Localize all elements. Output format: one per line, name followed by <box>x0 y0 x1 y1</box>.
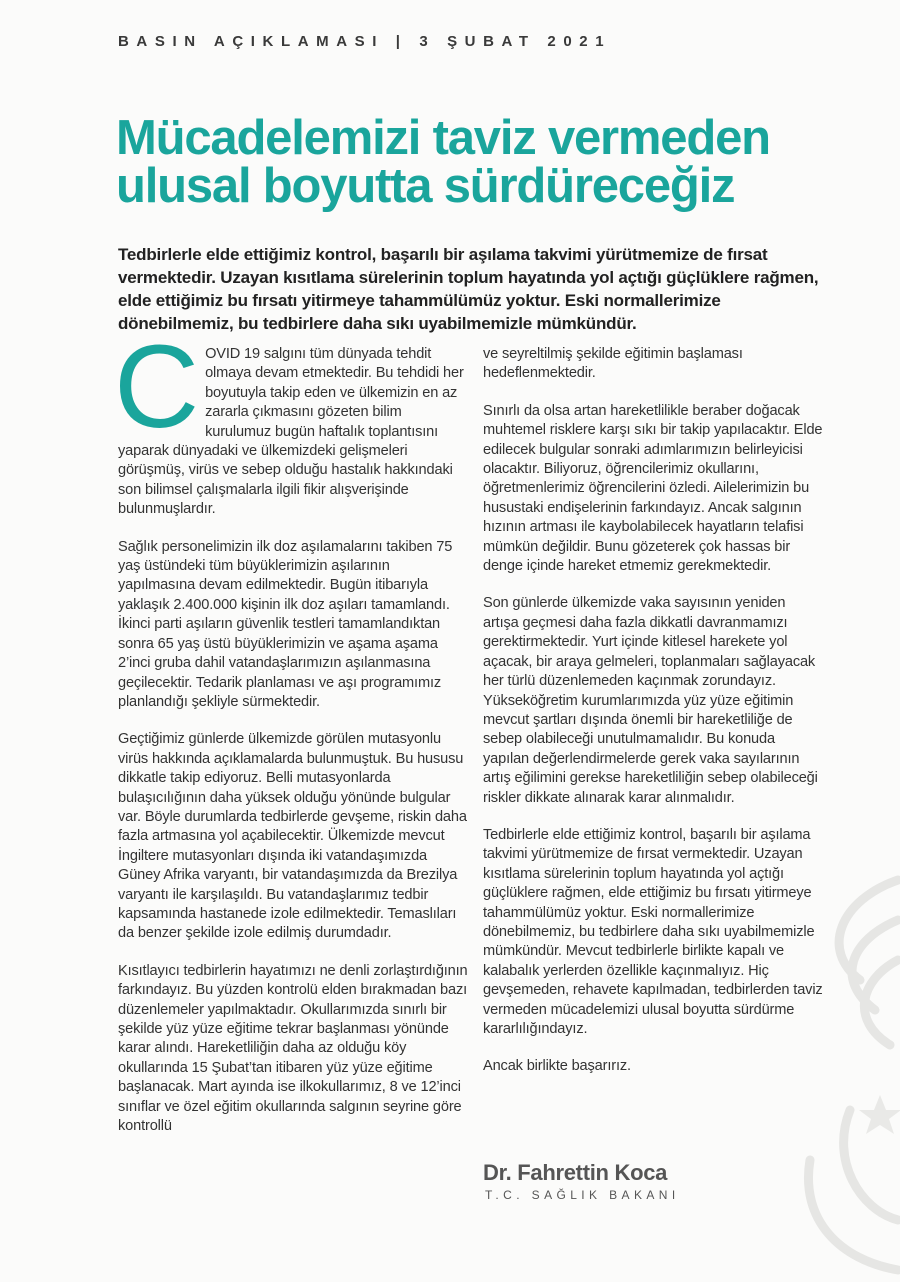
body-paragraph-8: Tedbirlerle elde ettiğimiz kontrol, başarılı bir aşılama takvimi yürütmemize de fırsat vermektedir. Uzayan kısıtlama sürelerinin toplum hayatında yol açtığı güçlüklere rağmen, elde ettiğimiz bu fırsatı yitirmeye tahammülümüz yoktur. Eski normallerimize dönebilmemiz, bu tedbirlere daha sıkı uyabilmemizle mümkündür. Mevcut tedbirlerle birlikte kapalı ve kalabalık yerlerden özellikle kaçınmalıyız. Hiç gevşemeden, rehavete kapılmadan, tedbirlerden taviz vermeden mücadelemizi ulusal boyutta sürdürme kararlılığındayız. <box>483 826 823 1037</box>
lead-paragraph: Tedbirlerle elde ettiğimiz kontrol, başarılı bir aşılama takvimi yürütmemize de fırsat vermektedir. Uzayan kısıtlama sürelerinin toplum hayatında yol açtığı güçlüklere rağmen, elde ettiğimiz bu fırsatı yitirmeye tahammülümüz yoktur. Eski normallerimize dönebilmemiz, bu tedbirlere daha sıkı uyabilmemizle mümkündür. <box>118 245 819 333</box>
signature-name: Dr. Fahrettin Koca <box>483 1160 668 1185</box>
body-paragraph-1-text: OVID 19 salgını tüm dünyada tehdit olmaya devam etmektedir. Bu tehdidi her boyutuyla takip eden ve ülkemizin en az zararla çıkmasını gözeten bilim kurulumuz bugün haftalık toplantısını yaparak dünyadaki ve ülkemizdeki gelişmeleri görüşmüş, virüs ve sebep olduğu hastalık hakkındaki son bilimsel çalışmalarla ilgili fikir alışverişinde bulunmuşlardır. <box>118 346 464 518</box>
ministry-emblem-watermark-icon <box>780 860 900 1282</box>
body-paragraph-5: ve seyreltilmiş şekilde eğitimin başlaması hedeflenmektedir. <box>483 346 743 382</box>
page-title: Mücadelemizi taviz vermeden ulusal boyutta sürdüreceğiz <box>116 111 770 213</box>
drop-cap: C <box>114 321 200 453</box>
signature-title: T.C. SAĞLIK BAKANI <box>485 1188 680 1202</box>
body-paragraph-6: Sınırlı da olsa artan hareketlilikle beraber doğacak muhtemel risklere karşı sıkı bir takip yapılacaktır. Elde edilecek bulgular sonraki adımlarımızın belirleyicisi olacaktır. Biliyoruz, öğrencilerimiz okullarını, öğretmenlerimiz öğrencilerini özledi. Ailelerimizin bu husustaki endişelerinin farkındayız. Ancak salgının hızının artması ile kaybolabilecek hayatların telafisi mümkün değildir. Bunu gözeterek çok hassas bir denge içinde hareket etmemiz gerekmektedir. <box>483 402 823 575</box>
right-column <box>483 345 823 1095</box>
body-paragraph-4: Kısıtlayıcı tedbirlerin hayatımızı ne denli zorlaştırdığının farkındayız. Bu yüzden kontrolü elden bırakmadan bazı düzenlemeler yapılmaktadır. Okullarımızda sınırlı bir şekilde yüz yüze eğitime tekrar başlanması yönünde karar alındı. Hareketliliğin daha az olduğu köy okullarında 15 Şubat’tan itibaren yüz yüze eğitime başlanacak. Mart ayında ise ilkokullarımız, 8 ve 12’inci sınıflar ve özel eğitim okullarında salgının seyrine göre kontrollü <box>118 962 468 1135</box>
press-release-header: BASIN AÇIKLAMASI | 3 ŞUBAT 2021 <box>118 33 612 50</box>
body-paragraph-1 <box>114 321 468 520</box>
body-paragraph-2: Sağlık personelimizin ilk doz aşılamalarını takiben 75 yaş üstündeki tüm büyüklerimizin aşılarının yapılmasına devam edilmektedir. Bugün itibarıyla yaklaşık 2.400.000 kişinin ilk doz aşıları tamamlandı. İkinci parti aşıların güvenlik testleri tamamlandıktan sonra 65 yaş üstü büyüklerimizin ve aşama aşama 2’inci gruba dahil vatandaşlarımızın aşılanmasına geçilecektir. Tedarik planlaması ve aşı programımız planlandığı şekliyle sürmektedir. <box>118 538 453 710</box>
body-paragraph-3: Geçtiğimiz günlerde ülkemizde görülen mutasyonlu virüs hakkında açıklamalarda bulunmuştuk. Bu hususu dikkatle takip ediyoruz. Belli mutasyonlarda bulaşıcılığının daha yüksek olduğu yönünde bulgular var. Böyle durumlarda tedbirlerde gevşeme, riskin daha fazla artmasına yol açabilecektir. Ülkemizde mevcut İngiltere mutasyonları dışında iki vatandaşımızda Güney Afrika varyantı, bir vatandaşımızda da Brezilya varyantı ile karşılaşıldı. Bu vatandaşlarımız tedbir kapsamında hastanede izole edilmektedir. Temaslıları da benzer şekilde izole edilmiş durumdadır. <box>118 731 467 942</box>
body-paragraph-7: Son günlerde ülkemizde vaka sayısının yeniden artışa geçmesi daha fazla dikkatli davranmamızı gerektirmektedir. Yurt içinde kitlesel harekete yol açacak, bir araya gelmeleri, toplanmaları sağlayacak her türlü düzenlemeden kaçınmak zorundayız. Yükseköğretim kurumlarımızda yüz yüze eğitimin mevcut şartları dışında önemli bir hareketliliğe de sebep olabileceği unutulmamalıdır. Bu konuda yapılan değerlendirmelerde gerek vaka sayılarının artış eğilimini gerekse hareketliliğin sebep olabileceği riskler dikkate alınarak karar alınmalıdır. <box>483 595 818 806</box>
left-column <box>114 321 468 1154</box>
body-paragraph-9: Ancak birlikte başarırız. <box>483 1058 631 1075</box>
